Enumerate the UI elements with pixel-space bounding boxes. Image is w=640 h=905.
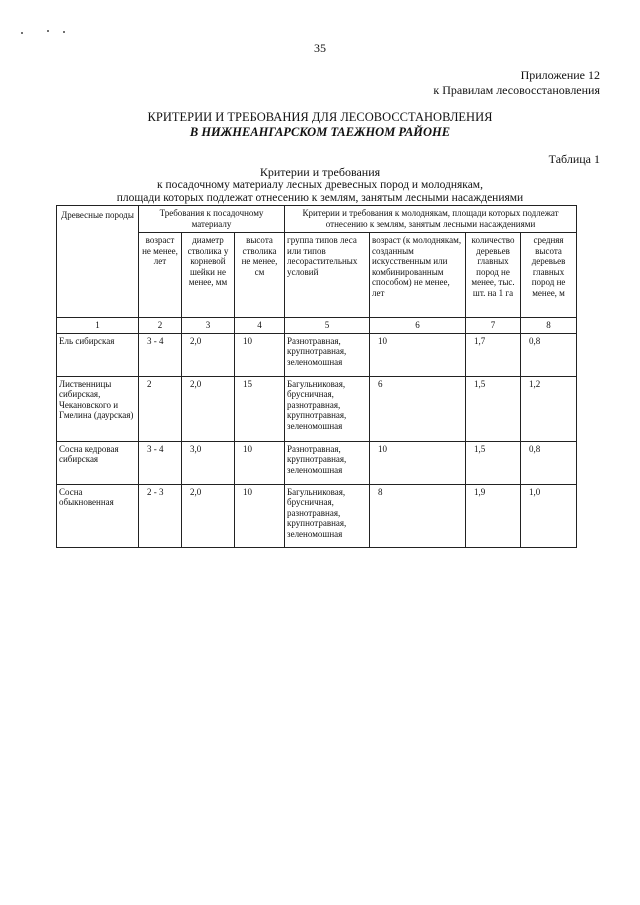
cell-age: 3 - 4 xyxy=(139,333,182,376)
title-line-1: КРИТЕРИИ И ТРЕБОВАНИЯ ДЛЯ ЛЕСОВОССТАНОВЛЕНИЯ xyxy=(147,110,493,124)
cell-forest-type: Разнотравная, крупнотравная, зеленомошная xyxy=(285,333,370,376)
caption-line-3: площади которых подлежат отнесению к землям, занятым лесными насаждениями xyxy=(116,192,524,204)
appendix-header xyxy=(433,68,600,98)
table-row xyxy=(57,484,577,547)
column-number: 4 xyxy=(235,318,285,334)
column-number: 3 xyxy=(182,318,235,334)
header-young-stands: Критерии и требования к молоднякам, площади которых подлежат отнесению к землям, занятым лесными насаждениями xyxy=(285,206,577,233)
table-row xyxy=(57,333,577,376)
cell-height: 10 xyxy=(235,484,285,547)
cell-mean-height: 0,8 xyxy=(521,333,577,376)
caption-line-2: к посадочному материалу лесных древесных пород и молоднякам, xyxy=(157,179,483,191)
scan-speck xyxy=(21,32,23,34)
appendix-line-1: Приложение 12 xyxy=(520,68,600,82)
subheader-diameter: диаметр стволика у корневой шейки не менее, мм xyxy=(182,233,235,318)
cell-species: Сосна кедровая сибирская xyxy=(57,441,139,484)
cell-young-age: 10 xyxy=(370,441,466,484)
subheader-tree-count: количество деревьев главных пород не менее, тыс. шт. на 1 га xyxy=(466,233,521,318)
column-number: 5 xyxy=(285,318,370,334)
subheader-height: высота стволика не менее, см xyxy=(235,233,285,318)
cell-age: 3 - 4 xyxy=(139,441,182,484)
cell-mean-height: 1,2 xyxy=(521,376,577,441)
title-line-2: В НИЖНЕАНГАРСКОМ ТАЕЖНОМ РАЙОНЕ xyxy=(189,125,451,139)
cell-young-age: 8 xyxy=(370,484,466,547)
column-number: 7 xyxy=(466,318,521,334)
column-number: 2 xyxy=(139,318,182,334)
cell-diameter: 2,0 xyxy=(182,333,235,376)
cell-species: Лиственницы сибирская, Чекановского и Гмелина (даурская) xyxy=(57,376,139,441)
column-number: 6 xyxy=(370,318,466,334)
cell-age: 2 xyxy=(139,376,182,441)
cell-height: 10 xyxy=(235,333,285,376)
header-planting-material: Требования к посадочному материалу xyxy=(139,206,285,233)
scan-speck xyxy=(47,30,49,32)
cell-age: 2 - 3 xyxy=(139,484,182,547)
cell-species: Ель сибирская xyxy=(57,333,139,376)
cell-young-age: 10 xyxy=(370,333,466,376)
cell-height: 10 xyxy=(235,441,285,484)
table-header-row xyxy=(57,206,577,233)
cell-tree-count: 1,7 xyxy=(466,333,521,376)
cell-mean-height: 0,8 xyxy=(521,441,577,484)
caption-line-1: Критерии и требования xyxy=(259,165,381,179)
cell-diameter: 2,0 xyxy=(182,484,235,547)
cell-diameter: 2,0 xyxy=(182,376,235,441)
cell-diameter: 3,0 xyxy=(182,441,235,484)
cell-tree-count: 1,5 xyxy=(466,441,521,484)
cell-height: 15 xyxy=(235,376,285,441)
cell-forest-type: Багульниковая, брусничная, разнотравная, крупнотравная, зеленомошная xyxy=(285,376,370,441)
column-number: 1 xyxy=(57,318,139,334)
subheader-mean-height: средняя высота деревьев главных пород не менее, м xyxy=(521,233,577,318)
table-row xyxy=(57,441,577,484)
header-species: Древесные породы xyxy=(57,206,139,318)
subheader-young-age: возраст (к молоднякам, созданным искусственным или комбинированным способом) не менее, лет xyxy=(370,233,466,318)
document-title xyxy=(0,110,640,140)
table-caption xyxy=(0,166,640,205)
column-number-row xyxy=(57,318,577,334)
cell-tree-count: 1,5 xyxy=(466,376,521,441)
cell-species: Сосна обыкновенная xyxy=(57,484,139,547)
cell-forest-type: Разнотравная, крупнотравная, зеленомошная xyxy=(285,441,370,484)
page-number: 35 xyxy=(314,41,326,55)
subheader-forest-type: группа типов леса или типов лесорастительных условий xyxy=(285,233,370,318)
cell-forest-type: Багульниковая, брусничная, разнотравная, крупнотравная, зеленомошная xyxy=(285,484,370,547)
appendix-line-2: к Правилам лесовосстановления xyxy=(433,83,600,97)
column-number: 8 xyxy=(521,318,577,334)
requirements-table xyxy=(56,205,577,548)
cell-mean-height: 1,0 xyxy=(521,484,577,547)
subheader-age: возраст не менее, лет xyxy=(139,233,182,318)
table-row xyxy=(57,376,577,441)
cell-young-age: 6 xyxy=(370,376,466,441)
table-label: Таблица 1 xyxy=(548,152,600,166)
scan-speck xyxy=(63,31,65,33)
cell-tree-count: 1,9 xyxy=(466,484,521,547)
